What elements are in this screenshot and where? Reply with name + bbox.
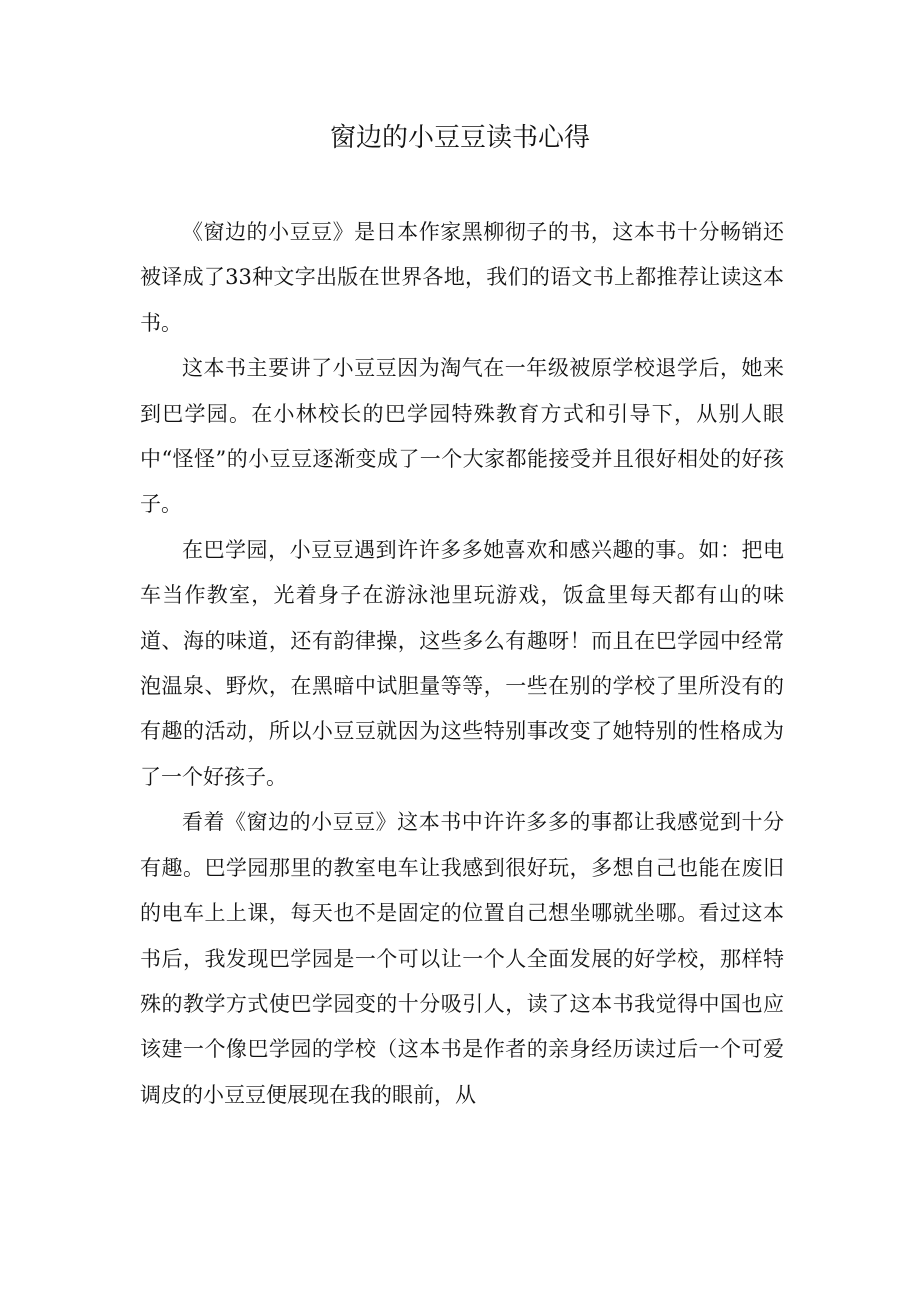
- document-title: 窗边的小豆豆读书心得: [329, 123, 590, 153]
- document-body: [140, 210, 784, 1118]
- paragraph-1: 《窗边的小豆豆》是日本作家黑柳彻子的书，这本书十分畅销还被译成了33种文字出版在世界各地，我们的语文书上都推荐让读这本书。: [140, 220, 784, 335]
- paragraph-3: 在巴学园，小豆豆遇到许许多多她喜欢和感兴趣的事。如：把电车当作教室，光着身子在游泳池里玩游戏，饭盒里每天都有山的味道、海的味道，还有韵律操，这些多么有趣呀！而且在巴学园中经常泡温泉、野炊，在黑暗中试胆量等等，一些在别的学校了里所没有的有趣的活动，所以小豆豆就因为这些特别事改变了她特别的性格成为了一个好孩子。: [140, 537, 784, 789]
- paragraph-2: 这本书主要讲了小豆豆因为淘气在一年级被原学校退学后，她来到巴学园。在小林校长的巴学园特殊教育方式和引导下，从别人眼中“怪怪”的小豆豆逐渐变成了一个大家都能接受并且很好相处的好孩子。: [140, 356, 784, 517]
- paragraph-4: 看着《窗边的小豆豆》这本书中许许多多的事都让我感觉到十分有趣。巴学园那里的教室电车让我感到很好玩，多想自己也能在废旧的电车上上课，每天也不是固定的位置自己想坐哪就坐哪。看过这本书后，我发现巴学园是一个可以让一个人全面发展的好学校，那样特殊的教学方式使巴学园变的十分吸引人，读了这本书我觉得中国也应该建一个像巴学园的学校（这本书是作者的亲身经历读过后一个可爱调皮的小豆豆便展现在我的眼前，从: [140, 810, 784, 1107]
